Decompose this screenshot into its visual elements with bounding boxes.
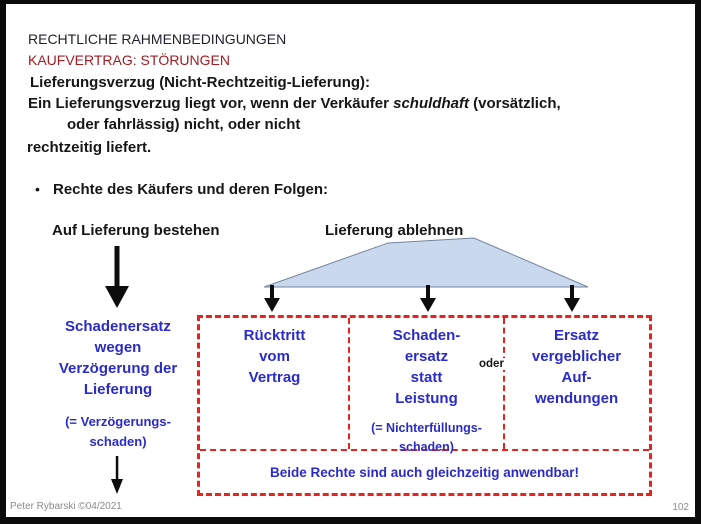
left-option bbox=[34, 316, 202, 452]
intro-line-1-pre: Ein Lieferungsverzug liegt vor, wenn der Verkäufer bbox=[28, 95, 394, 112]
left-branch-label: Auf Lieferung bestehen bbox=[52, 222, 220, 239]
option-col-1: Rücktritt vom Vertrag bbox=[243, 327, 306, 386]
left-option-line: Lieferung bbox=[83, 381, 153, 398]
bullet-icon: • bbox=[35, 181, 40, 197]
down-arrow-icon bbox=[419, 285, 437, 312]
branch-triangle-icon bbox=[256, 232, 592, 290]
connector-label: oder bbox=[476, 358, 507, 370]
down-arrow-icon bbox=[263, 285, 281, 312]
intro-heading: Lieferungsverzug (Nicht-Rechtzeitig-Lieferung): bbox=[30, 74, 371, 91]
down-arrow-icon bbox=[105, 246, 129, 308]
left-option-note: (= Verzögerungs- schaden) bbox=[65, 414, 171, 449]
left-option-line: Schadenersatz bbox=[65, 318, 171, 335]
page-subtitle: KAUFVERTRAG: STÖRUNGEN bbox=[28, 52, 230, 68]
options-box bbox=[197, 315, 652, 496]
page-number: 102 bbox=[672, 502, 689, 513]
intro-line-1-post: (vorsätzlich, bbox=[468, 95, 561, 112]
right-branch-label: Lieferung ablehnen bbox=[325, 222, 464, 239]
intro-line-2: oder fahrlässig) nicht, oder nicht bbox=[67, 116, 301, 133]
option-col-2-note: (= Nichterfüllungs- schaden) bbox=[371, 421, 482, 454]
footer-author: Peter Rybarski ©04/2021 bbox=[10, 501, 122, 512]
left-option-line: wegen bbox=[94, 339, 142, 356]
intro-line-3: rechtzeitig liefert. bbox=[27, 139, 152, 156]
intro-line-1-italic: schuldhaft bbox=[393, 95, 469, 112]
option-col-3: Ersatz vergeblicher Auf- wendungen bbox=[531, 327, 622, 407]
down-arrow-icon bbox=[109, 456, 125, 494]
slide bbox=[6, 4, 695, 517]
box-bottom-note: Beide Rechte sind auch gleichzeitig anwendbar! bbox=[269, 464, 580, 480]
down-arrow-icon bbox=[563, 285, 581, 312]
intro-line-1 bbox=[28, 95, 561, 112]
left-option-line: Verzögerung der bbox=[58, 360, 178, 377]
option-col-2: Schaden- ersatz statt Leistung (= Nichterfüllungs- schaden) bbox=[349, 325, 504, 457]
bullet-text: Rechte des Käufers und deren Folgen: bbox=[53, 181, 329, 198]
page-title: RECHTLICHE RAHMENBEDINGUNGEN bbox=[28, 31, 287, 47]
